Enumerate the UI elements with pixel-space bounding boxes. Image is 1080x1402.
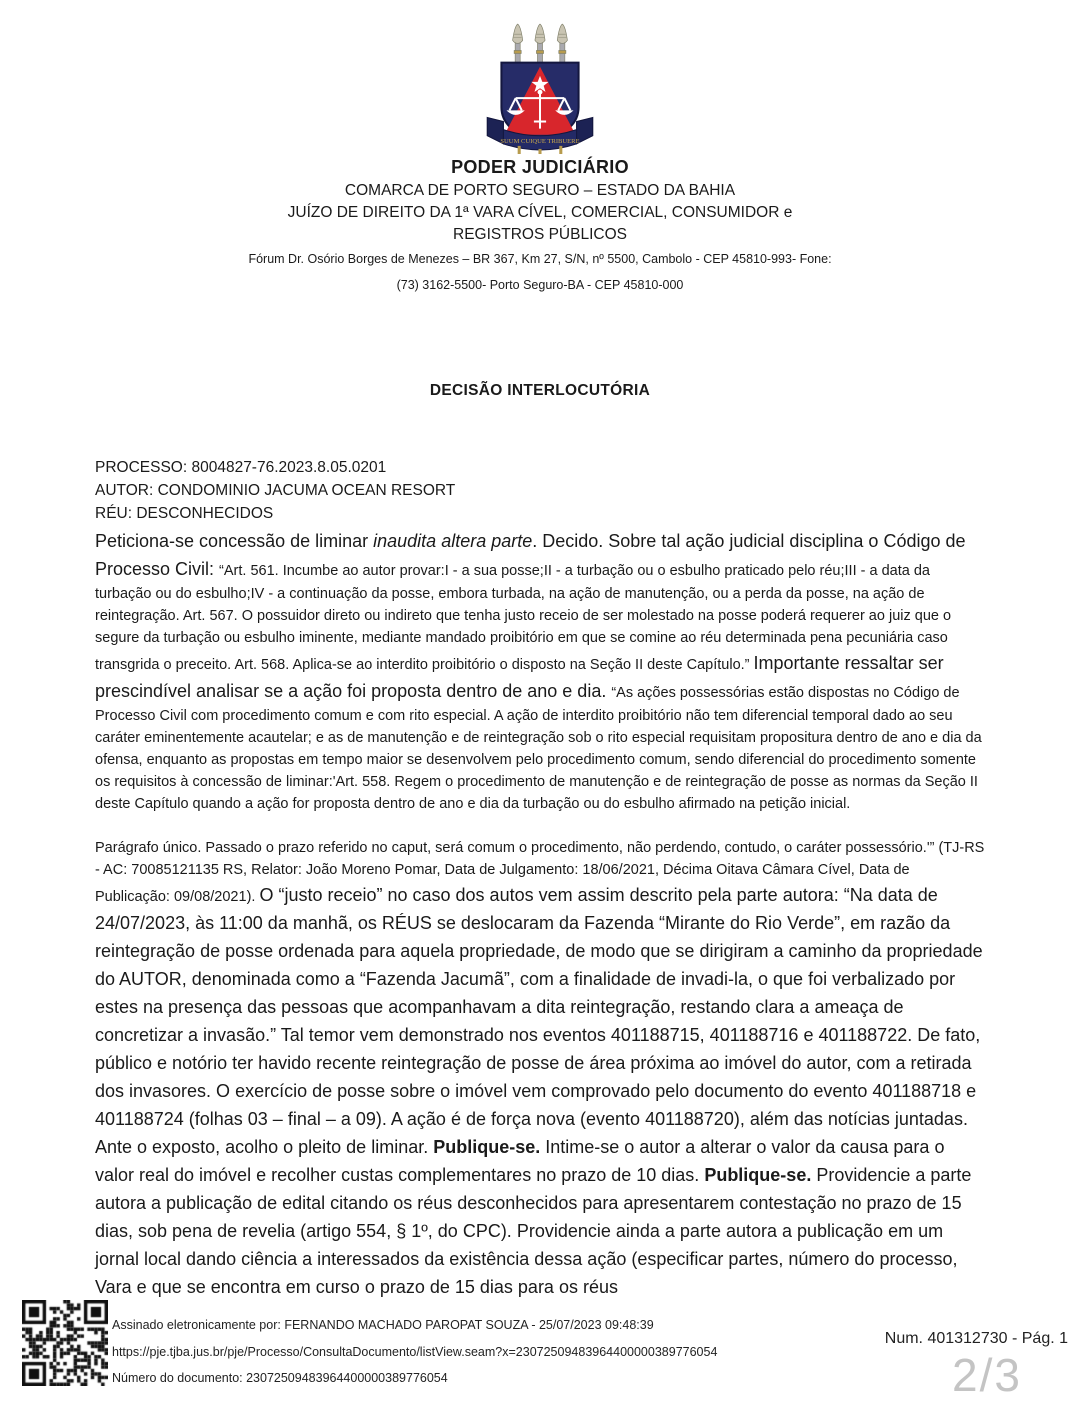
text-run: “As ações possessórias estão dispostas no Código de Processo Civil com procedimento comum e com rito especial. A ação de interdito proibitório não tem diferencial temporal dado ao seu caráter eminentemente acautelar; e as de manutenção e de reintegração sob o rito especial requisitam propositura dentro de ano e dia da ofensa, enquanto as propostas em tempo maior se desenvolvem pelo procedimento comum, sendo diferencial do procedimento somente os requisitos à concessão de liminar:'Art. 558. Regem o procedimento de manutenção e de reintegração de posse as normas da Seção II deste Capítulo quando a ação for proposta dentro de ano e dia da turbação ou do esbulho afirmado na petição inicial. <box>95 685 982 812</box>
tjba-coat-of-arms-icon <box>479 20 601 154</box>
decision-body <box>95 527 988 1301</box>
text-run: Publique-se. <box>704 1165 812 1185</box>
address-line-2: (73) 3162-5500- Porto Seguro-BA - CEP 45810-000 <box>396 278 684 292</box>
case-info <box>95 456 985 525</box>
body-paragraph-2 <box>95 837 988 1301</box>
text-run: “Art. 561. Incumbe ao autor provar:I - a sua posse;II - a turbação ou o esbulho praticado pelo réu;III - a data da turbação ou do esbulho;IV - a continuação da posse, embora turbada, na ação de manutenção, ou a perda da posse, na ação de reintegração. Art. 567. O possuidor direto ou indireto que tenha justo receio de ser molestado na posse poderá requerer ao juiz que o segure da turbação ou esbulho iminente, mediante mandado proibitório em que se comine ao réu determinada pena pecuniária caso transgrida o preceito. Art. 568. Aplica-se ao interdito proibitório o disposto na Seção II deste Capítulo.” <box>95 563 952 673</box>
text-run: inaudita altera parte <box>373 531 533 551</box>
text-run: O “justo receio” no caso dos autos vem assim descrito pela parte autora: “Na data de 24/07/2023, às 11:00 da manhã, os RÉUS se deslocaram da Fazenda “Mirante do Rio Verde”, em razão da reintegração de posse ordenada para aquela propriedade, de modo que se dirigiram a caminho da propriedade do AUTOR, denominada como a “Fazenda Jacumã”, com a finalidade de invadi-la, o que foi verbalizado por estes na presença das pessoas que acompanhavam a dita reintegração, restando clara a ameaça de concretizar a invasão.” Tal temor vem demonstrado nos eventos 401188715, 401188716 e 401188722. De fato, público e notório ter havido recente reintegração de posse de área próxima ao imóvel do autor, com a retirada dos invasores. O exercício de posse sobre o imóvel vem comprovado pelo documento do evento 401188718 e 401188724 (folhas 03 – final – a 09). A ação é de força nova (evento 401188720), além das notícias juntadas. Ante o exposto, acolho o pleito de liminar. <box>95 885 983 1157</box>
text-run: Peticiona-se concessão de liminar <box>95 531 374 551</box>
org-name: PODER JUDICIÁRIO <box>451 157 629 177</box>
text-run: Publique-se. <box>433 1137 541 1157</box>
document-title: DECISÃO INTERLOCUTÓRIA <box>429 382 651 399</box>
page-counter-watermark: 2/3 <box>952 1349 1022 1401</box>
text-run: Importante ressaltar ser prescindível analisar se a ação foi proposta dentro de ano e dia. <box>95 653 944 701</box>
case-autor: AUTOR: CONDOMINIO JACUMA OCEAN RESORT <box>95 482 456 499</box>
juizo-line-1: JUÍZO DE DIREITO DA 1ª VARA CÍVEL, COMERCIAL, CONSUMIDOR e <box>287 204 793 221</box>
text-run: Intime-se o autor a alterar o valor da causa para o valor real do imóvel e recolher custas complementares no prazo de 10 dias. <box>95 1137 945 1185</box>
document-number-line: Número do documento: 23072509483964400000389776054 <box>112 1371 448 1385</box>
text-run: . Decido. Sobre tal ação judicial disciplina o Código de Processo Civil: <box>95 531 966 579</box>
page-reference: Num. 401312730 - Pág. 1 <box>884 1330 1068 1347</box>
text-run: Providencie a parte autora a publicação de edital citando os réus desconhecidos para apresentarem contestação no prazo de 15 dias, sob pena de revelia (artigo 554, § 1º, do CPC). Providencie ainda a parte autora a publicação em um jornal local dando ciência a interessados da existência dessa ação (especificar partes, número do processo, Vara e que se encontra em curso o prazo de 15 dias para os réus <box>95 1165 972 1297</box>
emblem-motto: SUUM CUIQUE TRIBUERE <box>500 137 580 145</box>
address-line-1: Fórum Dr. Osório Borges de Menezes – BR 367, Km 27, S/N, nº 5500, Cambolo - CEP 45810-993- Fone: <box>248 252 832 266</box>
body-paragraph-1 <box>95 527 988 815</box>
text-run: Parágrafo único. Passado o prazo referido no caput, será comum o procedimento, não perdendo, contudo, o caráter possessório.'” (TJ-RS - AC: 70085121135 RS, Relator: João Moreno Pomar, Data de Julgamento: 18/06/2021, Décima Oitava Câmara Cível, Data de Publicação: 09/08/2021). <box>95 840 985 905</box>
case-processo: PROCESSO: 8004827-76.2023.8.05.0201 <box>95 459 387 476</box>
case-reu: RÉU: DESCONHECIDOS <box>95 505 274 522</box>
signed-by-line: Assinado eletronicamente por: FERNANDO MACHADO PAROPAT SOUZA - 25/07/2023 09:48:39 <box>112 1318 654 1332</box>
emblem-container <box>0 0 1080 154</box>
comarca-line: COMARCA DE PORTO SEGURO – ESTADO DA BAHIA <box>344 182 736 199</box>
signature-block <box>112 1312 717 1392</box>
document-url-link[interactable]: https://pje.tjba.jus.br/pje/Processo/ConsultaDocumento/listView.seam?x=23072509483964400000389776054 <box>112 1344 718 1359</box>
qr-code <box>22 1300 108 1386</box>
juizo-line-2: REGISTROS PÚBLICOS <box>453 226 627 243</box>
letterhead <box>0 154 1080 298</box>
mace-icons <box>513 24 568 67</box>
